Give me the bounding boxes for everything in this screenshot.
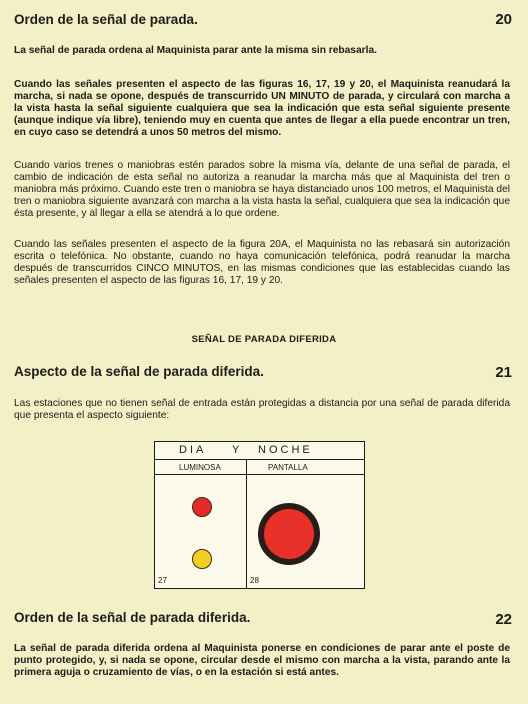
section-20-paragraph-4: Cuando las señales presenten el aspecto de la figura 20A, el Maquinista no las rebasará sin autorización escrita o telefónica. No obstante, cuando no haya comunicación telefónica, podrá reanudar la marcha después de transcurridos CINCO MINUTOS, en las mismas condiciones que las establecidas cuando las señales presenten el aspecto de las figuras 16, 17, 19 y 20.: [14, 239, 510, 286]
section-20-title: Orden de la señal de parada.: [14, 12, 198, 27]
section-21-title: Aspecto de la señal de parada diferida.: [14, 364, 264, 379]
red-screen-disc: [264, 509, 314, 559]
figure-header: [155, 442, 364, 460]
yellow-light-icon: [192, 549, 212, 569]
figure-divider: [246, 460, 247, 588]
red-screen-icon: [258, 503, 320, 565]
section-22-paragraph-1: La señal de parada diferida ordena al Maquinista ponerse en condiciones de parar ante el poste de punto protegido, y, si nada se opone, circular desde el mismo con marcha a la vista, parando ante la primera aguja o cruzamiento de vías, o en la estación si está antes.: [14, 643, 510, 678]
subheading: SEÑAL DE PARADA DIFERIDA: [191, 334, 337, 345]
figure-header-noche: NOCHE: [258, 444, 313, 456]
figure-col-luminosa: LUMINOSA: [179, 463, 221, 472]
section-21-paragraph-1: Las estaciones que no tienen señal de entrada están protegidas a distancia por una señal de parada diferida que presenta el aspecto siguiente:: [14, 398, 510, 421]
figure-27-label: 27: [158, 576, 167, 585]
section-20-paragraph-2: Cuando las señales presenten el aspecto de las figuras 16, 17, 19 y 20, el Maquinista reanudará la marcha, si nada se opone, después de transcurrido UN MINUTO de parada, y circulará con marcha a la vista hasta la señal siguiente cualquiera que sea la indicación que esta señal siguiente presente (aunque indique vía libre), teniendo muy en cuenta que antes de llegar a ella puede encontrar un tren, en cuyo caso se detendrá a unos 50 metros del mismo.: [14, 79, 510, 138]
section-20-number: 20: [495, 11, 512, 28]
section-20-paragraph-3: Cuando varios trenes o maniobras estén parados sobre la misma vía, delante de una señal de parada, el cambio de indicación de esta señal no autoriza a reanudar la marcha más que al Maquinista del tren o maniobra más próximo. Cuando este tren o maniobra se haya distanciado unos 100 metros, el Maquinista del tren o maniobra siguiente avanzará con marcha a la vista hasta la señal, cualquiera que sea la indicación que ésta presente, y al llegar a ella se atendrá a lo que ordene.: [14, 160, 510, 219]
red-light-icon: [192, 497, 212, 517]
signal-figure: [154, 441, 365, 589]
section-22-number: 22: [495, 611, 512, 628]
figure-subheader: [155, 460, 364, 475]
figure-28-label: 28: [250, 576, 259, 585]
section-20-paragraph-1: La señal de parada ordena al Maquinista parar ante la misma sin rebasarla.: [14, 45, 377, 56]
section-21-number: 21: [495, 364, 512, 381]
figure-header-y: Y: [232, 444, 243, 456]
section-22-title: Orden de la señal de parada diferida.: [14, 610, 251, 625]
figure-header-dia: DIA: [179, 444, 207, 456]
figure-col-pantalla: PANTALLA: [268, 463, 308, 472]
